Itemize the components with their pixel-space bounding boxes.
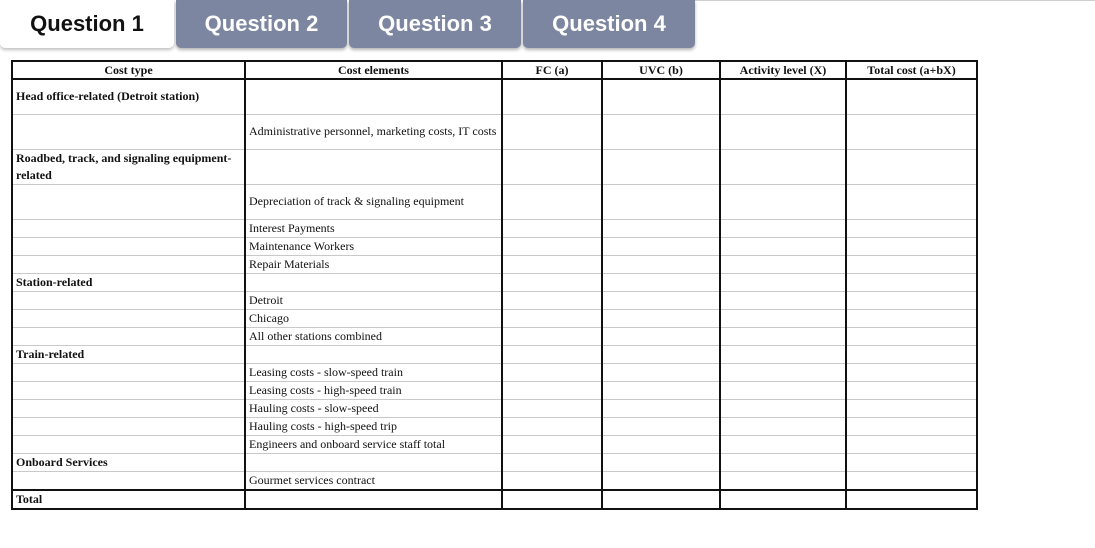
cost-type-cell [12,309,245,327]
cost-type-cell [12,435,245,453]
cost-element-cell [245,149,502,184]
header-activity-level: Activity level (X) [720,61,846,79]
table-row [12,327,977,345]
table-row [12,219,977,237]
table-row [12,490,977,509]
activity-level-input-cell[interactable] [720,381,846,399]
total-cost-input-cell[interactable] [846,114,977,149]
fc-input-cell[interactable] [502,219,602,237]
activity-level-input-cell[interactable] [720,453,846,471]
table-row [12,184,977,219]
cost-type-cell: Roadbed, track, and signaling equipment-related [12,149,245,184]
total-cost-input-cell[interactable] [846,399,977,417]
total-cost-input-cell[interactable] [846,327,977,345]
fc-input-cell[interactable] [502,273,602,291]
cost-type-cell: Onboard Services [12,453,245,471]
cost-element-cell: Maintenance Workers [245,237,502,255]
table-row [12,399,977,417]
activity-level-input-cell[interactable] [720,79,846,114]
table-row [12,345,977,363]
cost-element-cell: All other stations combined [245,327,502,345]
total-cost-input-cell[interactable] [846,79,977,114]
fc-input-cell[interactable] [502,79,602,114]
total-cost-input-cell[interactable] [846,219,977,237]
tab-question-3[interactable]: Question 3 [349,0,521,48]
cost-type-cell [12,399,245,417]
uvc-input-cell[interactable] [602,435,720,453]
fc-input-cell[interactable] [502,255,602,273]
activity-level-input-cell[interactable] [720,255,846,273]
total-cost-input-cell[interactable] [846,453,977,471]
activity-level-input-cell[interactable] [720,114,846,149]
cost-type-cell [12,237,245,255]
header-cost-elements: Cost elements [245,61,502,79]
fc-input-cell[interactable] [502,417,602,435]
table-row [12,291,977,309]
uvc-input-cell[interactable] [602,255,720,273]
uvc-input-cell[interactable] [602,345,720,363]
tab-bar-divider [695,0,1095,1]
cost-element-cell: Depreciation of track & signaling equipment [245,184,502,219]
activity-level-input-cell[interactable] [720,327,846,345]
cost-element-cell [245,490,502,509]
header-total-cost: Total cost (a+bX) [846,61,977,79]
cost-element-cell: Repair Materials [245,255,502,273]
header-cost-type: Cost type [12,61,245,79]
activity-level-input-cell[interactable] [720,149,846,184]
cost-type-cell [12,184,245,219]
total-cost-input-cell[interactable] [846,309,977,327]
fc-input-cell[interactable] [502,345,602,363]
activity-level-input-cell[interactable] [720,435,846,453]
total-cost-input-cell[interactable] [846,417,977,435]
table-row [12,363,977,381]
tab-question-2[interactable]: Question 2 [176,0,347,48]
fc-input-cell[interactable] [502,184,602,219]
cost-element-cell: Chicago [245,309,502,327]
table-row [12,114,977,149]
table-row [12,453,977,471]
table-body [12,79,977,509]
table-row [12,255,977,273]
uvc-input-cell[interactable] [602,291,720,309]
cost-type-cell: Head office-related (Detroit station) [12,79,245,114]
fc-input-cell[interactable] [502,363,602,381]
cost-element-cell: Administrative personnel, marketing costs, IT costs [245,114,502,149]
total-cost-input-cell[interactable] [846,273,977,291]
cost-table [11,60,978,510]
cost-element-cell: Leasing costs - high-speed train [245,381,502,399]
total-cost-input-cell[interactable] [846,363,977,381]
cost-element-cell [245,273,502,291]
uvc-input-cell[interactable] [602,417,720,435]
activity-level-input-cell[interactable] [720,237,846,255]
cost-element-cell: Detroit [245,291,502,309]
question-tab-bar [0,0,1095,48]
header-uvc: UVC (b) [602,61,720,79]
activity-level-input-cell[interactable] [720,291,846,309]
table-row [12,237,977,255]
cost-element-cell [245,453,502,471]
cost-element-cell [245,79,502,114]
fc-input-cell[interactable] [502,399,602,417]
activity-level-input-cell[interactable] [720,345,846,363]
table-header-row [12,61,977,79]
cost-element-cell: Hauling costs - high-speed trip [245,417,502,435]
cost-type-cell [12,255,245,273]
fc-input-cell[interactable] [502,309,602,327]
fc-input-cell[interactable] [502,490,602,509]
activity-level-input-cell[interactable] [720,490,846,509]
cost-type-cell [12,471,245,490]
cost-element-cell: Hauling costs - slow-speed [245,399,502,417]
uvc-input-cell[interactable] [602,237,720,255]
tab-question-4[interactable]: Question 4 [523,0,695,48]
cost-type-cell [12,417,245,435]
total-cost-input-cell[interactable] [846,381,977,399]
fc-input-cell[interactable] [502,435,602,453]
cost-element-cell: Leasing costs - slow-speed train [245,363,502,381]
total-cost-input-cell[interactable] [846,345,977,363]
fc-input-cell[interactable] [502,149,602,184]
total-cost-input-cell[interactable] [846,471,977,490]
activity-level-input-cell[interactable] [720,399,846,417]
fc-input-cell[interactable] [502,291,602,309]
uvc-input-cell[interactable] [602,149,720,184]
cost-type-cell: Total [12,490,245,509]
uvc-input-cell[interactable] [602,453,720,471]
cost-type-cell [12,291,245,309]
uvc-input-cell[interactable] [602,399,720,417]
table-row [12,273,977,291]
activity-level-input-cell[interactable] [720,363,846,381]
cost-type-cell [12,219,245,237]
cost-element-cell: Gourmet services contract [245,471,502,490]
total-cost-input-cell[interactable] [846,291,977,309]
table-row [12,471,977,490]
cost-type-cell [12,114,245,149]
cost-type-cell: Train-related [12,345,245,363]
activity-level-input-cell[interactable] [720,184,846,219]
total-cost-input-cell[interactable] [846,149,977,184]
cost-type-cell [12,363,245,381]
uvc-input-cell[interactable] [602,219,720,237]
uvc-input-cell[interactable] [602,363,720,381]
cost-element-cell: Interest Payments [245,219,502,237]
uvc-input-cell[interactable] [602,381,720,399]
uvc-input-cell[interactable] [602,79,720,114]
fc-input-cell[interactable] [502,237,602,255]
table-row [12,435,977,453]
table-row [12,309,977,327]
cost-element-cell: Engineers and onboard service staff total [245,435,502,453]
uvc-input-cell[interactable] [602,273,720,291]
table-row [12,149,977,184]
uvc-input-cell[interactable] [602,471,720,490]
activity-level-input-cell[interactable] [720,417,846,435]
cost-element-cell [245,345,502,363]
tab-question-1[interactable]: Question 1 [0,0,174,48]
fc-input-cell[interactable] [502,453,602,471]
total-cost-input-cell[interactable] [846,184,977,219]
activity-level-input-cell[interactable] [720,471,846,490]
table-row [12,79,977,114]
fc-input-cell[interactable] [502,381,602,399]
activity-level-input-cell[interactable] [720,309,846,327]
uvc-input-cell[interactable] [602,490,720,509]
cost-type-cell [12,327,245,345]
header-fc: FC (a) [502,61,602,79]
uvc-input-cell[interactable] [602,184,720,219]
table-row [12,417,977,435]
total-cost-input-cell[interactable] [846,490,977,509]
activity-level-input-cell[interactable] [720,273,846,291]
uvc-input-cell[interactable] [602,309,720,327]
table-row [12,381,977,399]
fc-input-cell[interactable] [502,114,602,149]
total-cost-input-cell[interactable] [846,435,977,453]
fc-input-cell[interactable] [502,471,602,490]
total-cost-input-cell[interactable] [846,255,977,273]
cost-type-cell [12,381,245,399]
total-cost-input-cell[interactable] [846,237,977,255]
uvc-input-cell[interactable] [602,327,720,345]
cost-type-cell: Station-related [12,273,245,291]
activity-level-input-cell[interactable] [720,219,846,237]
fc-input-cell[interactable] [502,327,602,345]
uvc-input-cell[interactable] [602,114,720,149]
